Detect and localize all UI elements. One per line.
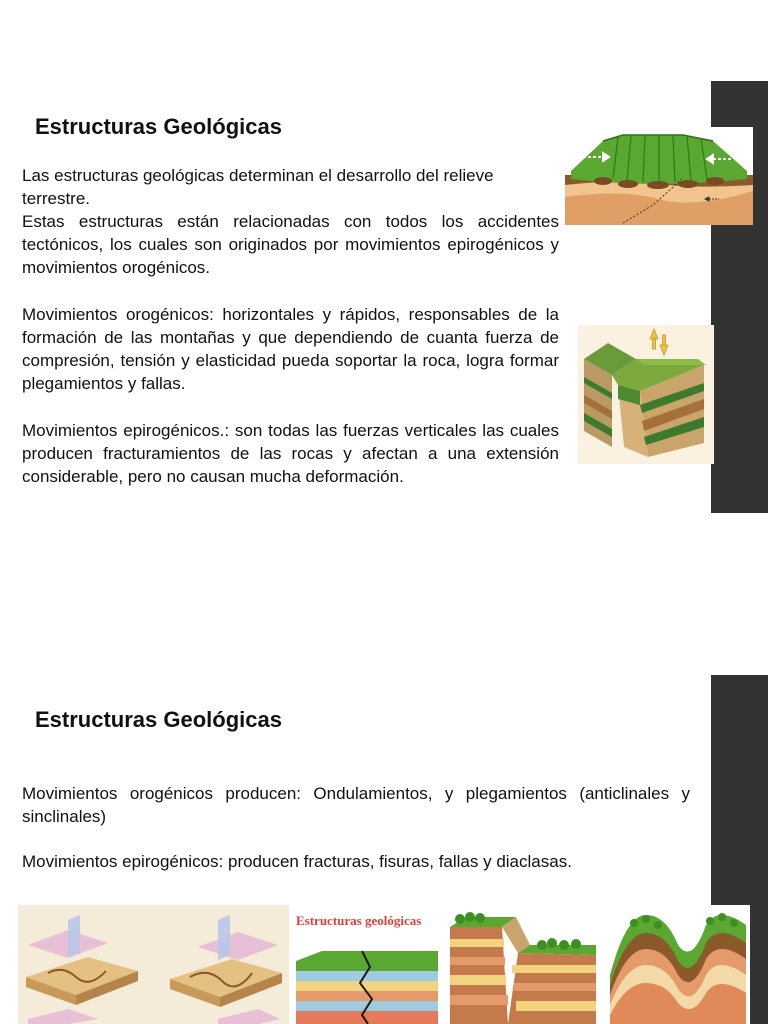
folded-hills-illustration	[606, 905, 750, 1024]
intro-paragraph: Estas estructuras están relacionadas con todos los accidentes tectónicos, los cuales son originados por movimientos epirogénicos y movimientos orogénicos.	[22, 212, 559, 277]
faulted-layers-icon	[292, 937, 442, 1024]
intro-line-2: terrestre.	[22, 189, 91, 208]
fault-block-illustration	[578, 325, 714, 464]
slide-title: Estructuras Geológicas	[35, 707, 282, 732]
thumbnail-heading: Estructuras geológicas	[296, 913, 422, 928]
geological-structures-thumbnail	[292, 905, 442, 1024]
orogenic-paragraph: Movimientos orogénicos producen: Ondulamientos, y plegamientos (anticlinales y sinclinales)	[22, 784, 690, 826]
orogenic-paragraph: Movimientos orogénicos: horizontales y rápidos, responsables de la formación de las montañas y que dependiendo de cuanta fuerza de compresión, tensión y elasticidad pueda soportar la roca, logra formar plegamientos y fallas.	[22, 305, 559, 393]
intro-line-1: Las estructuras geológicas determinan el desarrollo del relieve	[22, 166, 494, 185]
fold-types-illustration	[18, 905, 289, 1024]
epirogenic-paragraph: Movimientos epirogénicos: producen fracturas, fisuras, fallas y diaclasas.	[22, 852, 572, 871]
epirogenic-paragraph: Movimientos epirogénicos.: son todas las fuerzas verticales las cuales producen fracturamientos de las rocas y afectan a una extensión considerable, pero no causan mucha deformación.	[22, 421, 559, 486]
normal-fault-illustration	[446, 905, 599, 1024]
slide-title: Estructuras Geológicas	[35, 114, 282, 139]
slide-2	[0, 600, 768, 1024]
fold-mountain-illustration	[563, 127, 753, 225]
